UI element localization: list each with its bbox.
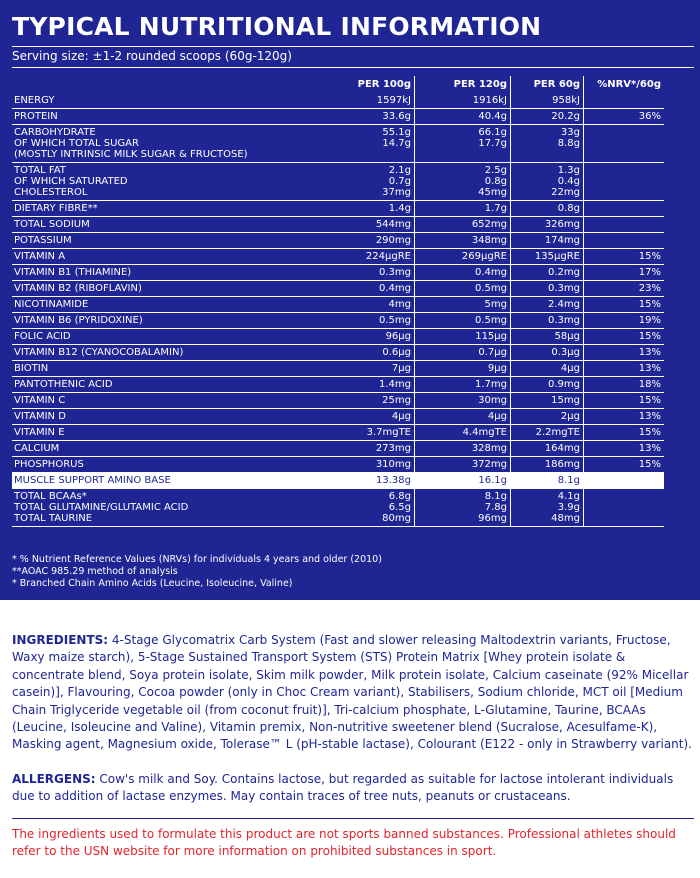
value-per-100g-line: 55.1g — [382, 127, 411, 138]
table-row — [12, 93, 664, 109]
value-nrv — [584, 425, 665, 441]
value-per-120g-line: 66.1g — [478, 127, 507, 138]
value-per-120g-line: 16.1g — [478, 475, 507, 486]
value-per-60g-line: 186mg — [544, 459, 580, 470]
nutrient-name — [12, 457, 336, 473]
value-nrv — [584, 233, 665, 249]
value-per-120g-line: 0.5mg — [475, 283, 507, 294]
nutrient-name-line: CARBOHYDRATE — [14, 127, 96, 138]
value-nrv — [584, 377, 665, 393]
value-per-60g — [511, 201, 584, 217]
nutrient-name-line: TOTAL FAT — [14, 165, 66, 176]
value-per-60g-line: 0.4g — [557, 176, 580, 187]
nutrient-name-line: TOTAL GLUTAMINE/GLUTAMIC ACID — [14, 502, 189, 513]
value-nrv-line: 15% — [638, 427, 661, 438]
value-per-60g-line: 8.1g — [557, 475, 580, 486]
value-per-120g-line: 652mg — [471, 219, 507, 230]
value-per-120g-line: 0.7µg — [478, 347, 507, 358]
value-nrv — [584, 361, 665, 377]
ingredients-text: 4-Stage Glycomatrix Carb System (Fast and slower releasing Maltodextrin variants, Fructose, Waxy maize starch), 5-Stage Sustained Transport System (STS) Protein Matrix [Whey protein isolate & concentrate blend, Soya protein isolate, Skim milk powder, Milk protein isolate, Calcium caseinate (92% Micellar casein)], Flavouring, Cocoa powder (only in Choc Cream variant), Stabilisers, Sodium chloride, MCT oil [Medium Chain Triglyceride vegetable oil (from coconut fruit)], Tri-calcium phosphate, L-Glutamine, Taurine, BCAAs (Leucine, Isoleucine and Valine), Vitamin premix, Non-nutritive sweetener blend (Sucralose, Acesulfame-K), Masking agent, Magnesium oxide, Tolerase™ L (pH-stable lactase), Colourant (E122 - only in Strawberry variant). — [12, 633, 692, 752]
value-per-60g — [511, 473, 584, 489]
nutrient-name — [12, 249, 336, 265]
nutrient-name — [12, 409, 336, 425]
value-per-100g-line: 0.5mg — [379, 315, 411, 326]
value-per-100g-line: 96µg — [385, 331, 411, 342]
value-per-100g-line: 80mg — [382, 513, 411, 524]
value-per-100g-line: 25mg — [382, 395, 411, 406]
value-nrv-line — [587, 491, 661, 502]
nutrient-name-line: PHOSPHORUS — [14, 459, 84, 470]
table-row — [12, 249, 664, 265]
nutrient-name-line: VITAMIN A — [14, 251, 66, 262]
value-per-100g-line: 0.3mg — [379, 267, 411, 278]
value-per-60g — [511, 297, 584, 313]
value-per-60g-line: 0.3µg — [551, 347, 580, 358]
value-per-100g-line: 310mg — [375, 459, 411, 470]
value-per-120g-line: 0.8g — [484, 176, 507, 187]
value-nrv — [584, 345, 665, 361]
value-nrv-line — [587, 219, 661, 230]
nutrient-name-line: TOTAL SODIUM — [14, 219, 90, 230]
header-nrv: %NRV*/60g — [597, 79, 661, 90]
nutrient-name-line: DIETARY FIBRE** — [14, 203, 98, 214]
value-nrv — [584, 163, 665, 201]
footnote: * % Nutrient Reference Values (NRVs) for individuals 4 years and older (2010) — [12, 554, 382, 565]
nutrient-name — [12, 377, 336, 393]
value-per-100g — [336, 441, 415, 457]
table-row — [12, 125, 664, 163]
value-per-60g — [511, 217, 584, 233]
value-per-60g-line: 326mg — [544, 219, 580, 230]
value-per-100g-line: 6.8g — [388, 491, 411, 502]
value-per-120g — [415, 329, 511, 345]
value-per-100g — [336, 281, 415, 297]
value-per-60g-line: 33g — [560, 127, 580, 138]
value-per-120g-line: 328mg — [471, 443, 507, 454]
nutrient-name — [12, 217, 336, 233]
value-per-120g — [415, 473, 511, 489]
value-per-100g — [336, 93, 415, 109]
value-per-120g-line: 0.4mg — [475, 267, 507, 278]
table-row — [12, 233, 664, 249]
value-per-100g-line: 4mg — [388, 299, 411, 310]
value-per-100g — [336, 393, 415, 409]
nutrient-name-line: OF WHICH TOTAL SUGAR — [14, 138, 139, 149]
section-divider — [12, 818, 694, 819]
nutrient-name — [12, 345, 336, 361]
value-per-100g — [336, 297, 415, 313]
table-row — [12, 409, 664, 425]
value-per-60g-line: 15mg — [551, 395, 580, 406]
value-nrv — [584, 457, 665, 473]
header-per-60g: PER 60g — [511, 76, 584, 93]
table-row — [12, 473, 664, 489]
value-per-100g-line: 14.7g — [382, 138, 411, 149]
value-per-60g — [511, 163, 584, 201]
value-nrv-line: 36% — [638, 111, 661, 122]
value-per-60g-line: 135µgRE — [534, 251, 580, 262]
allergens-text: Cow's milk and Soy. Contains lactose, but regarded as suitable for lactose intolerant individuals due to addition of lactase enzymes. May contain traces of tree nuts, peanuts or crustaceans. — [12, 772, 674, 804]
value-nrv-line: 19% — [638, 315, 661, 326]
value-per-100g — [336, 425, 415, 441]
nutrient-name — [12, 281, 336, 297]
value-per-100g — [336, 201, 415, 217]
value-per-120g — [415, 313, 511, 329]
value-nrv — [584, 329, 665, 345]
value-per-100g-line: 290mg — [375, 235, 411, 246]
nutrient-name-line: (MOSTLY INTRINSIC MILK SUGAR & FRUCTOSE) — [14, 149, 248, 160]
value-per-120g — [415, 265, 511, 281]
value-per-100g-line: 0.6µg — [382, 347, 411, 358]
value-per-100g — [336, 217, 415, 233]
value-per-60g-line: 2µg — [560, 411, 580, 422]
value-per-120g-line: 1.7g — [484, 203, 507, 214]
table-row — [12, 163, 664, 201]
value-per-120g — [415, 489, 511, 527]
nutrient-name — [12, 313, 336, 329]
value-per-100g — [336, 233, 415, 249]
value-per-120g — [415, 393, 511, 409]
value-per-120g-line: 45mg — [478, 187, 507, 198]
nutrition-table — [12, 76, 664, 527]
value-per-60g — [511, 409, 584, 425]
table-row — [12, 297, 664, 313]
value-per-60g-line: 2.4mg — [548, 299, 580, 310]
footnote: * Branched Chain Amino Acids (Leucine, Isoleucine, Valine) — [12, 578, 293, 589]
value-per-120g-line: 348mg — [471, 235, 507, 246]
table-row — [12, 377, 664, 393]
nutrient-name — [12, 233, 336, 249]
value-nrv-line — [587, 235, 661, 246]
table-row — [12, 361, 664, 377]
value-per-60g-line: 164mg — [544, 443, 580, 454]
value-per-120g — [415, 201, 511, 217]
value-per-100g-line: 224µgRE — [365, 251, 411, 262]
value-nrv — [584, 281, 665, 297]
value-per-100g-line: 2.1g — [388, 165, 411, 176]
value-per-100g — [336, 163, 415, 201]
value-nrv — [584, 125, 665, 163]
value-per-60g-line: 48mg — [551, 513, 580, 524]
value-per-60g-line: 20.2g — [551, 111, 580, 122]
value-per-120g-line: 4.4mgTE — [462, 427, 507, 438]
value-per-60g — [511, 345, 584, 361]
value-nrv — [584, 441, 665, 457]
value-per-60g-line: 4.1g — [557, 491, 580, 502]
nutrient-name-line: ENERGY — [14, 95, 55, 106]
value-per-60g-line: 2.2mgTE — [535, 427, 580, 438]
value-per-120g — [415, 163, 511, 201]
value-per-120g-line: 0.5mg — [475, 315, 507, 326]
table-row — [12, 313, 664, 329]
value-per-120g — [415, 93, 511, 109]
value-per-60g-line: 0.8g — [557, 203, 580, 214]
value-per-120g — [415, 441, 511, 457]
banned-substances-warning: The ingredients used to formulate this product are not sports banned substances. Professional athletes should refer to the USN website for more information on prohibited substances in sport. — [12, 827, 676, 859]
value-nrv-line: 15% — [638, 459, 661, 470]
nutrient-name-line: CALCIUM — [14, 443, 60, 454]
nutrient-name-line: POTASSIUM — [14, 235, 72, 246]
table-row — [12, 489, 664, 527]
value-per-120g — [415, 249, 511, 265]
value-per-100g-line: 544mg — [375, 219, 411, 230]
value-per-120g-line: 1.7mg — [475, 379, 507, 390]
nutrient-name-line: BIOTIN — [14, 363, 49, 374]
value-per-120g — [415, 125, 511, 163]
value-per-120g-line: 30mg — [478, 395, 507, 406]
value-per-100g — [336, 361, 415, 377]
table-row — [12, 425, 664, 441]
nutrient-name-line: TOTAL TAURINE — [14, 513, 93, 524]
nutrient-name — [12, 393, 336, 409]
table-row — [12, 201, 664, 217]
value-nrv-line: 13% — [638, 347, 661, 358]
value-nrv — [584, 265, 665, 281]
table-body — [12, 93, 664, 527]
value-nrv-line: 15% — [638, 395, 661, 406]
value-per-100g-line: 0.7g — [388, 176, 411, 187]
value-nrv — [584, 109, 665, 125]
value-nrv-line — [587, 203, 661, 214]
value-per-120g — [415, 297, 511, 313]
nutrient-name — [12, 425, 336, 441]
nutrient-name-line: PROTEIN — [14, 111, 58, 122]
nutrient-name-line: TOTAL BCAAs* — [14, 491, 87, 502]
value-per-120g-line: 96mg — [478, 513, 507, 524]
value-per-100g-line: 1.4mg — [379, 379, 411, 390]
footnote: **AOAC 985.29 method of analysis — [12, 566, 178, 577]
nutrient-name — [12, 109, 336, 125]
value-per-60g — [511, 93, 584, 109]
nutrient-name — [12, 441, 336, 457]
value-per-60g — [511, 441, 584, 457]
value-per-60g — [511, 109, 584, 125]
value-per-60g — [511, 393, 584, 409]
nutrient-name-line: VITAMIN B2 (RIBOFLAVIN) — [14, 283, 142, 294]
value-per-120g-line: 9µg — [487, 363, 507, 374]
value-per-100g-line: 7µg — [391, 363, 411, 374]
nutrient-name — [12, 489, 336, 527]
nutrient-name — [12, 265, 336, 281]
value-per-120g-line: 115µg — [475, 331, 507, 342]
value-per-60g-line: 0.3mg — [548, 283, 580, 294]
value-per-60g — [511, 233, 584, 249]
value-per-100g-line: 1597kJ — [376, 95, 411, 106]
nutrient-name-line: VITAMIN B1 (THIAMINE) — [14, 267, 132, 278]
value-per-100g-line: 37mg — [382, 187, 411, 198]
value-nrv-line: 23% — [638, 283, 661, 294]
serving-size: Serving size: ±1-2 rounded scoops (60g-120g) — [12, 49, 292, 63]
value-nrv-line: 15% — [638, 331, 661, 342]
allergens-label: ALLERGENS: — [12, 772, 96, 786]
value-per-60g — [511, 489, 584, 527]
nutrient-name — [12, 93, 336, 109]
nutrient-name — [12, 329, 336, 345]
nutrient-name-line: MUSCLE SUPPORT AMINO BASE — [14, 475, 171, 486]
value-per-100g — [336, 329, 415, 345]
table-row — [12, 281, 664, 297]
value-per-60g-line: 22mg — [551, 187, 580, 198]
table-row — [12, 329, 664, 345]
value-per-100g — [336, 109, 415, 125]
value-per-60g — [511, 329, 584, 345]
value-per-120g — [415, 345, 511, 361]
table-row — [12, 441, 664, 457]
value-per-100g-line: 13.38g — [376, 475, 411, 486]
value-nrv — [584, 313, 665, 329]
nutrient-name — [12, 297, 336, 313]
value-per-120g — [415, 457, 511, 473]
nutrient-name — [12, 125, 336, 163]
header-blank — [12, 76, 336, 93]
value-per-60g — [511, 249, 584, 265]
value-per-120g — [415, 409, 511, 425]
nutrient-name-line: VITAMIN B12 (CYANOCOBALAMIN) — [14, 347, 184, 358]
nutrient-name-line: VITAMIN C — [14, 395, 66, 406]
value-nrv — [584, 489, 665, 527]
value-per-120g-line: 4µg — [487, 411, 507, 422]
value-nrv — [584, 217, 665, 233]
value-nrv — [584, 249, 665, 265]
value-per-60g-line: 0.3mg — [548, 315, 580, 326]
value-per-120g-line: 7.8g — [484, 502, 507, 513]
nutrient-name — [12, 361, 336, 377]
nutrient-name-line: FOLIC ACID — [14, 331, 71, 342]
value-per-120g — [415, 425, 511, 441]
serving-divider — [12, 67, 694, 68]
value-per-60g-line: 1.3g — [557, 165, 580, 176]
allergens-paragraph — [12, 771, 696, 806]
value-per-120g — [415, 217, 511, 233]
value-nrv-line — [587, 127, 661, 138]
title-divider — [12, 46, 694, 47]
value-per-100g — [336, 473, 415, 489]
nutrient-name-line: VITAMIN E — [14, 427, 65, 438]
value-per-100g — [336, 265, 415, 281]
table-row — [12, 109, 664, 125]
value-per-100g — [336, 313, 415, 329]
value-per-120g — [415, 233, 511, 249]
table-row — [12, 265, 664, 281]
header-per-100g: PER 100g — [336, 76, 415, 93]
value-per-100g — [336, 125, 415, 163]
value-per-100g-line: 0.4mg — [379, 283, 411, 294]
value-nrv-line: 17% — [638, 267, 661, 278]
value-per-60g-line: 58µg — [554, 331, 580, 342]
value-per-100g-line: 6.5g — [388, 502, 411, 513]
value-nrv — [584, 297, 665, 313]
value-nrv — [584, 473, 665, 489]
table-row — [12, 345, 664, 361]
footnotes — [12, 554, 382, 590]
value-per-60g-line: 0.2mg — [548, 267, 580, 278]
value-per-60g — [511, 125, 584, 163]
value-nrv-line: 13% — [638, 411, 661, 422]
value-per-100g — [336, 489, 415, 527]
value-per-60g-line: 8.8g — [557, 138, 580, 149]
value-per-100g — [336, 249, 415, 265]
table-row — [12, 457, 664, 473]
value-per-120g — [415, 281, 511, 297]
value-per-120g-line: 8.1g — [484, 491, 507, 502]
value-per-120g — [415, 109, 511, 125]
value-per-100g-line: 273mg — [375, 443, 411, 454]
value-per-120g-line: 2.5g — [484, 165, 507, 176]
table-header-row — [12, 76, 664, 93]
nutrient-name-line: NICOTINAMIDE — [14, 299, 89, 310]
value-per-120g-line: 269µgRE — [461, 251, 507, 262]
nutrient-name — [12, 201, 336, 217]
value-per-100g — [336, 409, 415, 425]
value-nrv-line: 15% — [638, 299, 661, 310]
nutrient-name-line: CHOLESTEROL — [14, 187, 88, 198]
value-per-100g — [336, 457, 415, 473]
value-per-100g-line: 4µg — [391, 411, 411, 422]
value-nrv-line — [587, 95, 661, 106]
value-per-60g — [511, 265, 584, 281]
nutrient-name — [12, 163, 336, 201]
value-per-120g-line: 17.7g — [478, 138, 507, 149]
value-per-60g — [511, 313, 584, 329]
value-nrv — [584, 393, 665, 409]
value-per-100g — [336, 377, 415, 393]
value-per-60g-line: 174mg — [544, 235, 580, 246]
value-per-60g — [511, 425, 584, 441]
value-per-120g-line: 40.4g — [478, 111, 507, 122]
value-per-60g-line: 4µg — [560, 363, 580, 374]
value-per-60g — [511, 457, 584, 473]
ingredients-paragraph — [12, 632, 696, 754]
value-per-120g — [415, 361, 511, 377]
value-per-100g-line: 3.7mgTE — [366, 427, 411, 438]
nutrient-name-line: VITAMIN B6 (PYRIDOXINE) — [14, 315, 143, 326]
value-nrv-line — [587, 165, 661, 176]
value-per-120g-line: 5mg — [484, 299, 507, 310]
nutrient-name-line: VITAMIN D — [14, 411, 66, 422]
value-nrv-line: 13% — [638, 443, 661, 454]
header-per-120g: PER 120g — [415, 76, 511, 93]
table-row — [12, 393, 664, 409]
value-per-100g-line: 1.4g — [388, 203, 411, 214]
value-per-120g-line: 372mg — [471, 459, 507, 470]
table-row — [12, 217, 664, 233]
ingredients-label: INGREDIENTS: — [12, 633, 109, 647]
value-per-100g — [336, 345, 415, 361]
value-nrv-line: 15% — [638, 251, 661, 262]
value-nrv — [584, 93, 665, 109]
nutrient-name — [12, 473, 336, 489]
value-nrv — [584, 201, 665, 217]
value-per-60g — [511, 361, 584, 377]
page-title: TYPICAL NUTRITIONAL INFORMATION — [12, 12, 542, 41]
value-per-60g — [511, 281, 584, 297]
value-per-120g-line: 1916kJ — [472, 95, 507, 106]
value-per-60g-line: 3.9g — [557, 502, 580, 513]
value-per-60g-line: 0.9mg — [548, 379, 580, 390]
value-nrv-line: 13% — [638, 363, 661, 374]
value-per-100g-line: 33.6g — [382, 111, 411, 122]
value-nrv — [584, 409, 665, 425]
value-nrv-line — [587, 475, 661, 486]
value-per-60g — [511, 377, 584, 393]
nutrient-name-line: PANTOTHENIC ACID — [14, 379, 113, 390]
nutrient-name-line: OF WHICH SATURATED — [14, 176, 128, 187]
value-per-60g-line: 958kJ — [552, 95, 580, 106]
value-nrv-line: 18% — [638, 379, 661, 390]
value-per-120g — [415, 377, 511, 393]
